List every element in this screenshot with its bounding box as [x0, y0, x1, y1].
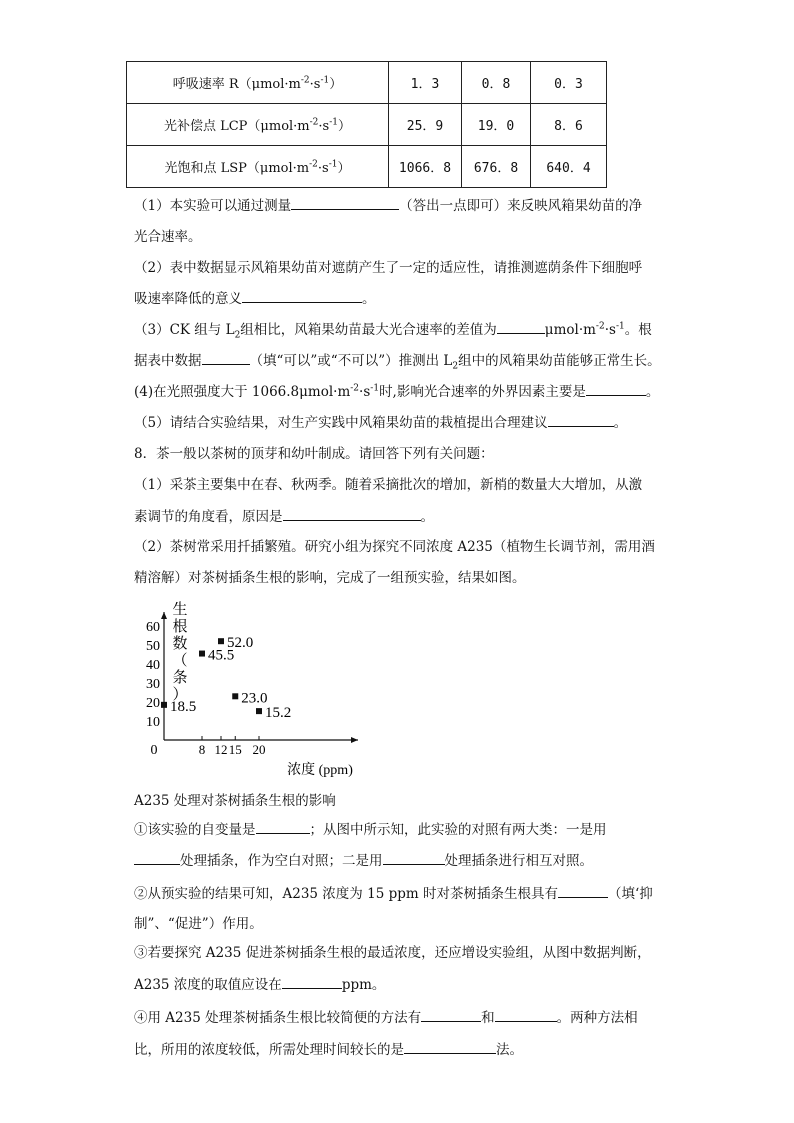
table-row	[127, 104, 607, 146]
q8-2-line-2: 精溶解）对茶树插条生根的影响，完成了一组预实验，结果如图。	[134, 570, 526, 586]
answer-blank[interactable]	[421, 1008, 481, 1022]
table-cell: 8．6	[531, 104, 607, 146]
y-axis-label-char: ）	[172, 687, 188, 703]
y-tick-label: 30	[146, 677, 160, 692]
row-label: 光饱和点 $LSP(\mu mol\cdot m^{-2}\cdot s^{-1})$	[127, 146, 389, 188]
q2-line-1: （2）表中数据显示风箱果幼苗对遮荫产生了一定的适应性，请推测遮荫条件下细胞呼	[134, 260, 643, 276]
x-axis-arrow	[351, 737, 358, 743]
y-tick-label: 10	[146, 715, 160, 730]
q4-line: (4)在光照强度大于 $1066.8\mu mol\cdot m^{-2}\cdot s^{-1}$时,影响光合速率的外界因素主要是 。	[134, 383, 660, 400]
answer-blank[interactable]	[558, 884, 608, 898]
data-label: 52.0	[227, 635, 254, 652]
q8-1-line-1: （1）采茶主要集中在春、秋两季。随着采摘批次的增加，新梢的数量大大增加，从激	[134, 477, 643, 493]
y-axis-label-char: （	[172, 653, 188, 669]
q1-line-2: 光合速率。	[134, 229, 202, 245]
answer-blank[interactable]	[283, 507, 421, 521]
x-tick-label: 12	[214, 742, 228, 757]
data-point	[161, 702, 167, 708]
s4-line-2: 比，所用的浓度较低，所需处理时间较长的是 法。	[134, 1042, 523, 1058]
data-point	[232, 693, 238, 699]
q8-heading: 8．茶一般以茶树的顶芽和幼叶制成。请回答下列有关问题：	[134, 446, 494, 462]
answer-blank[interactable]	[586, 382, 646, 396]
data-label: 18.5	[170, 698, 197, 715]
table-cell: 0．8	[462, 62, 531, 104]
s2-line-2: 制”、“促进”）作用。	[134, 916, 263, 932]
s1-line-2: 处理插条，作为空白对照；二是用 处理插条进行相互对照。	[134, 851, 593, 870]
photosynthesis-table	[126, 61, 607, 188]
q3-line-1: （3）CK 组与 $L_2$组相比，风箱果幼苗最大光合速率的差值为 $\mu mol\cdot m^{-2}\cdot s^{-1}$。根	[134, 321, 652, 341]
y-axis-label-char: 根	[172, 619, 188, 635]
answer-blank[interactable]	[242, 289, 362, 303]
rooting-scatter-chart	[130, 600, 370, 780]
y-axis-label-char: 数	[172, 636, 188, 652]
data-label: 15.2	[265, 705, 292, 722]
y-axis-label-char: 条	[172, 670, 188, 686]
answer-blank[interactable]	[548, 413, 614, 427]
answer-blank[interactable]	[291, 196, 399, 210]
data-point	[218, 638, 224, 644]
q5-line: （5）请结合实验结果，对生产实践中风箱果幼苗的栽植提出合理建议 。	[134, 415, 628, 431]
y-tick-label: 60	[146, 620, 160, 635]
table-cell: 19．0	[462, 104, 531, 146]
x-tick-label: 20	[252, 742, 266, 757]
s2-line-1: ②从预实验的结果可知，A235 浓度为 15 ppm 时对茶树插条生根具有 （填‘抑	[134, 886, 653, 902]
x-axis-label: 浓度 (ppm)	[287, 763, 353, 778]
s1-line-1: ①该实验的自变量是 ；从图中所示知，此实验的对照有两大类：一是用	[134, 822, 607, 838]
s4-line-1: ④用 A235 处理茶树插条生根比较简便的方法有 和 。两种方法相	[134, 1010, 638, 1026]
y-tick-label: 50	[146, 639, 160, 654]
row-label: 光补偿点 $LCP(\mu mol\cdot m^{-2}\cdot s^{-1})$	[127, 104, 389, 146]
table-row	[127, 62, 607, 104]
y-axis-label-char: 生	[172, 602, 188, 618]
answer-blank[interactable]	[404, 1040, 496, 1054]
origin-label: 0	[150, 743, 158, 758]
q1-line-1: （1）本实验可以通过测量 （答出一点即可）来反映风箱果幼苗的净	[134, 198, 643, 214]
answer-blank[interactable]	[497, 320, 545, 334]
chart-caption: A235 处理对茶树插条生根的影响	[134, 793, 336, 809]
q8-2-line-1: （2）茶树常采用扦插繁殖。研究小组为探究不同浓度 A235（植物生长调节剂，需用酒	[134, 539, 655, 555]
q2-line-2: 吸速率降低的意义 。	[134, 291, 376, 307]
data-point	[256, 708, 262, 714]
data-label: 45.5	[208, 647, 235, 664]
answer-blank[interactable]	[383, 851, 445, 865]
answer-blank[interactable]	[134, 851, 180, 865]
q3-line-2: 据表中数据 （填“可以”或“不可以”）推测出 $L_2$组中的风箱果幼苗能够正常生长。	[134, 353, 661, 372]
s3-line-1: ③若要探究 A235 促进茶树插条生根的最适浓度，还应增设实验组，从图中数据判断，	[134, 945, 651, 961]
row-label: 呼吸速率 $R(\mu mol\cdot m^{-2}\cdot s^{-1})$	[127, 62, 389, 104]
x-tick-label: 8	[198, 742, 206, 757]
y-tick-label: 20	[146, 696, 160, 711]
table-cell: 1．3	[389, 62, 462, 104]
data-label: 23.0	[241, 690, 268, 707]
table-row	[127, 146, 607, 188]
table-cell: 640．4	[531, 146, 607, 188]
answer-blank[interactable]	[282, 975, 342, 989]
data-point	[199, 651, 205, 657]
answer-blank[interactable]	[256, 820, 310, 834]
table-cell: 676．8	[462, 146, 531, 188]
chart-axes	[161, 612, 358, 743]
q8-1-line-2: 素调节的角度看，原因是 。	[134, 509, 434, 525]
table-cell: 25．9	[389, 104, 462, 146]
answer-blank[interactable]	[495, 1008, 557, 1022]
y-tick-label: 40	[146, 658, 160, 673]
y-axis-arrow	[161, 612, 167, 619]
table-cell: 0．3	[531, 62, 607, 104]
answer-blank[interactable]	[202, 351, 250, 365]
table-cell: 1066．8	[389, 146, 462, 188]
s3-line-2: A235 浓度的取值应设在 ppm。	[134, 977, 386, 993]
x-tick-label: 15	[228, 742, 242, 757]
